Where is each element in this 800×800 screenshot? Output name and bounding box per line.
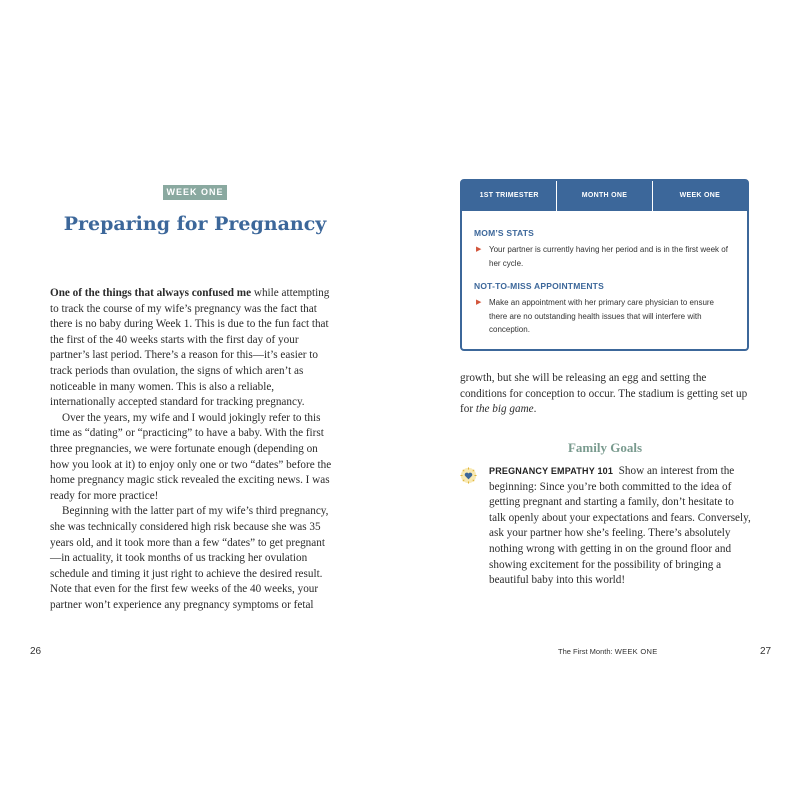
week-badge: WEEK ONE [163, 185, 227, 200]
continued-end: . [533, 403, 537, 416]
tip-label: PREGNANCY EMPATHY 101 [489, 466, 614, 476]
continued-text: growth, but she will be releasing an egg and setting the conditions for conception to occur. The stadium is getting set up for [460, 372, 748, 416]
emphasis-text: the big game [475, 403, 534, 416]
appointments-item [476, 296, 734, 337]
running-head-prefix: The First Month: [558, 647, 615, 656]
right-page [400, 0, 800, 800]
running-head-section: WEEK ONE [614, 647, 658, 656]
continued-paragraph [460, 371, 752, 418]
page-number-left: 26 [30, 646, 42, 657]
paragraph-1-rest: while attempting to track the course of my wife’s pregnancy was the fact that there is no baby during Week 1. This is due to the fun fact that the first of the 40 weeks starts with the first day of your partner’s last period. There’s a reason for this—it’s easier to track periods than ovulation, the signs of which aren’t as noticeable in many women. This is also a reliable, internationally accepted standard for tracking pregnancy. [50, 287, 330, 409]
paragraph-3: Beginning with the latter part of my wife’s third pregnancy, she was technically considered high risk because she was 35 years old, and it took more than a few “dates” to get pregnant—in actuality, it took months of us tracking her ovulation schedule and timing it just right to achieve the desired result. Note that even for the first few weeks of the 40 weeks, your partner won’t experience any pregnancy symptoms or fetal [50, 505, 329, 611]
tip-first-line [460, 464, 752, 589]
tab-trimester: 1ST TRIMESTER [462, 181, 557, 211]
family-goals-heading: Family Goals [567, 440, 643, 455]
infobox-header [462, 181, 747, 211]
lead-in: One of the things that always confused me [50, 287, 252, 299]
moms-stats-title: MOM’S STATS [474, 228, 534, 238]
paragraph-1 [50, 286, 336, 411]
paragraph-2: Over the years, my wife and I would jokingly refer to this time as “dating” or “practicing” to have a baby. With the first three pregnancies, we were fortunate enough (depending on how you look at it) to enjoy only one or two “dates” before the home pregnancy magic stick revealed the exciting news. I was ready for more practice! [50, 411, 332, 502]
running-head [558, 647, 658, 656]
page-number-right: 27 [760, 646, 772, 657]
moms-stats-item [476, 243, 734, 270]
tip-body: Show an interest from the beginning: Since you’re both committed to the idea of getting pregnant and starting a family, don’t hesitate to talk openly about your expectations and fears. Conversely, ask your partner how she’s feeling. There’s absolutely nothing wrong with getting in on the ground floor and showing excitement for the possibility of bringing a beautiful baby into this world! [489, 465, 751, 587]
right-body-text [460, 371, 752, 418]
tab-week: WEEK ONE [679, 192, 721, 199]
stats-infobox [460, 179, 749, 351]
tip-block [460, 464, 752, 589]
appointments-title: NOT-TO-MISS APPOINTMENTS [474, 281, 604, 291]
arrow-bullet-icon: ▶ [476, 246, 482, 253]
chapter-title: Preparing for Pregnancy [63, 213, 327, 235]
arrow-bullet-icon: ▶ [476, 299, 482, 306]
moms-stats-text: Your partner is currently having her period and is in the first week of her cycle. [489, 245, 728, 268]
appointments-text: Make an appointment with her primary care physician to ensure there are no outstanding health issues that will interfere with conception. [489, 298, 714, 334]
left-body-text [50, 286, 336, 613]
tab-month: MONTH ONE [557, 181, 652, 211]
